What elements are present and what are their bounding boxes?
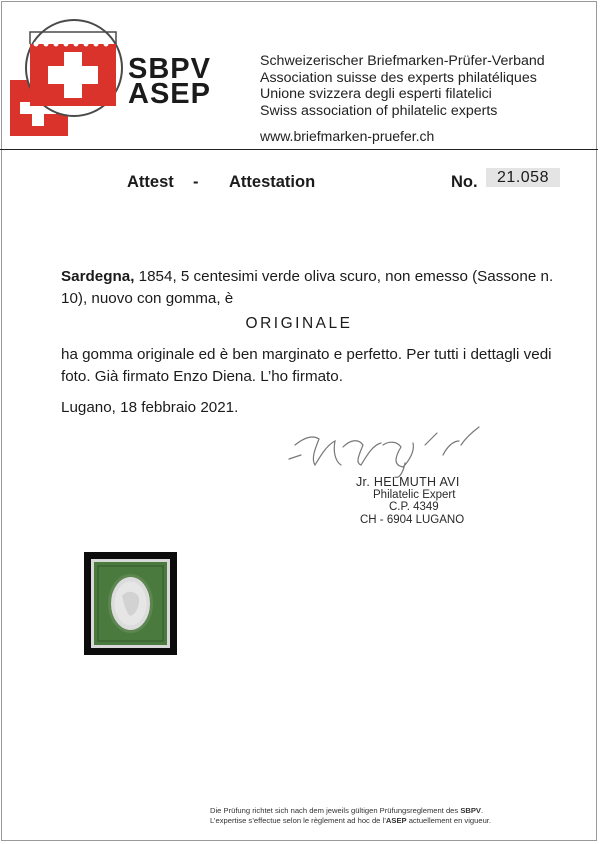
place-date: Lugano, 18 febbraio 2021. — [61, 399, 239, 416]
footer-line-fr-end: actuellement en vigueur. — [406, 816, 492, 825]
stamp-photo — [84, 552, 177, 655]
footer-line-de-text: Die Prüfung richtet sich nach dem jeweils gültigen Prüfungsreglement des — [210, 806, 461, 815]
footer-asep: ASEP — [385, 816, 407, 825]
org-name-de: Schweizerischer Briefmarken-Prüfer-Verband — [260, 53, 545, 69]
title-attestation: Attestation — [229, 173, 316, 191]
footer-line-de — [0, 806, 598, 816]
abbr-asep: ASEP — [128, 78, 211, 110]
abbr-sbpv: SBPV — [128, 53, 211, 85]
handwritten-signature — [285, 415, 500, 480]
website-url: www.briefmarken-pruefer.ch — [260, 128, 435, 144]
expert-title: Philatelic Expert — [373, 488, 456, 501]
footer-sbpv: SBPV — [460, 806, 481, 815]
item-description — [61, 266, 561, 310]
title-attest: Attest — [127, 173, 174, 191]
footer-line-de-end: . — [481, 806, 484, 815]
certificate-number: 21.058 — [486, 168, 560, 187]
footer-note — [0, 806, 598, 826]
org-name-it: Unione svizzera degli esperti filatelici — [260, 86, 492, 102]
certificate-number-label: No. — [451, 173, 478, 191]
org-name-en: Swiss association of philatelic experts — [260, 102, 498, 119]
item-details: 1854, 5 centesimi verde oliva scuro, non emesso (Sassone n. 10), nuovo con gomma, è — [61, 268, 554, 307]
condition-details: ha gomma originale ed è ben marginato e perfetto. Per tutti i dettagli vedi foto. Già firmato Enzo Diena. L’ho firmato. — [61, 346, 552, 385]
expert-name: Jr. HELMUTH AVI — [356, 475, 460, 489]
footer-line-fr — [0, 816, 598, 826]
title-dash: - — [193, 173, 199, 191]
expert-stamp — [356, 476, 526, 526]
expert-city: CH - 6904 LUGANO — [360, 513, 465, 526]
swiss-cross-stamp-icon — [30, 44, 116, 106]
header-divider — [0, 149, 598, 150]
association-names — [260, 53, 545, 119]
item-country: Sardegna, — [61, 268, 135, 285]
expert-po-box: C.P. 4349 — [389, 501, 439, 514]
footer-line-fr-text: L’expertise s’effectue selon le règlement ad hoc de l’ — [210, 816, 386, 825]
org-name-fr: Association suisse des experts philatéliques — [260, 69, 537, 86]
verdict: ORIGINALE — [245, 315, 353, 332]
